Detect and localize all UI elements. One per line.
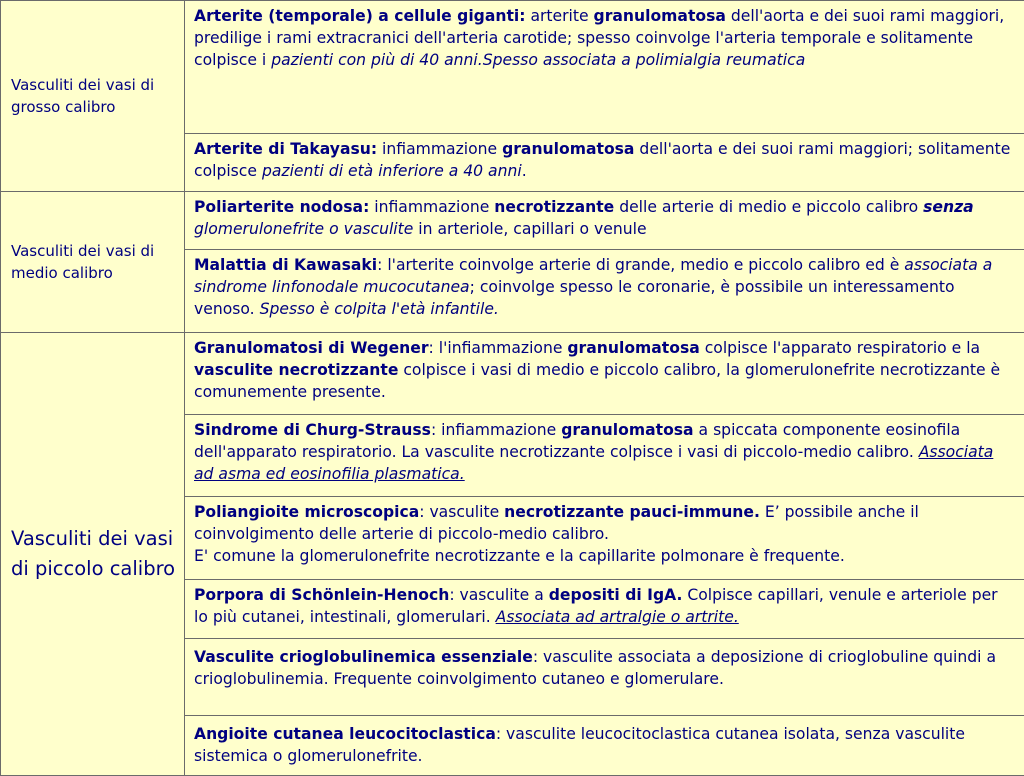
disease-cell-cryoglobulinemic-vasculitis: [185, 639, 1024, 716]
disease-term: Malattia di Kawasaki: [194, 256, 377, 274]
disease-term: Arterite di Takayasu:: [194, 140, 377, 158]
description-text: a spiccata componente eosinofila dell'apparato respiratorio. La vasculite necrotizzante colpisce i vasi di piccolo-medio calibro.: [194, 421, 960, 461]
description-text: Spesso è colpita l'età infantile.: [260, 300, 499, 318]
description-text: colpisce i vasi di medio e piccolo calibro, la glomerulonefrite necrotizzante è comunemente presente.: [194, 361, 1000, 401]
description-text: dell'aorta e dei suoi rami maggiori; solitamente colpisce: [194, 140, 1010, 180]
table-row: [1, 1, 1024, 134]
disease-term: Porpora di Schönlein-Henoch: [194, 586, 449, 604]
description-text: : l'infiammazione: [429, 339, 568, 357]
description-text: glomerulonefrite o vasculite: [194, 220, 413, 238]
table-row: [1, 333, 1024, 415]
description-text: associata a sindrome linfonodale mucocutanea: [194, 256, 992, 296]
description-text: Associata ad artralgie o artrite.: [496, 608, 739, 626]
category-cell-large-vessels: Vasculiti dei vasi di grosso calibro: [1, 1, 185, 192]
disease-term: necrotizzante: [494, 198, 614, 216]
description-text: infiammazione: [377, 140, 502, 158]
description-text: delle arterie di medio e piccolo calibro: [614, 198, 923, 216]
disease-term: senza: [923, 198, 974, 216]
category-cell-small-vessels: Vasculiti dei vasi di piccolo calibro: [1, 333, 185, 776]
disease-term: Granulomatosi di Wegener: [194, 339, 429, 357]
description-text: arterite: [526, 7, 594, 25]
disease-cell-takayasu: [185, 134, 1024, 192]
description-text: colpisce l'apparato respiratorio e la: [700, 339, 980, 357]
disease-cell-polyarteritis-nodosa: [185, 192, 1024, 250]
disease-term: Sindrome di Churg-Strauss: [194, 421, 431, 439]
disease-term: Angioite cutanea leucocitoclastica: [194, 725, 496, 743]
disease-cell-churg-strauss: [185, 415, 1024, 497]
description-text: in arteriole, capillari o venule: [413, 220, 646, 238]
disease-term: Arterite (temporale) a cellule giganti:: [194, 7, 526, 25]
disease-cell-wegener: [185, 333, 1024, 415]
disease-cell-microscopic-polyangiitis: [185, 497, 1024, 580]
description-text: infiammazione: [369, 198, 494, 216]
disease-term: necrotizzante pauci-immune.: [504, 503, 760, 521]
description-text: Colpisce capillari, venule e arteriole per lo più cutanei, intestinali, glomerulari.: [194, 586, 998, 626]
description-text: dell'aorta e dei suoi rami maggiori, predilige i rami extracranici dell'arteria carotide; spesso coinvolge l'arteria temporale e solitamente colpisce i: [194, 7, 1004, 69]
description-text: pazienti con più di 40 anni.Spesso associata a polimialgia reumatica: [271, 51, 805, 69]
disease-cell-cutaneous-leukocytoclastic-angiitis: [185, 716, 1024, 776]
description-text: E’ possibile anche il coinvolgimento delle arterie di piccolo-medio calibro.: [194, 503, 919, 543]
table-body: [1, 1, 1024, 776]
disease-cell-giant-cell-arteritis: [185, 1, 1024, 134]
description-text: : infiammazione: [431, 421, 561, 439]
description-text: Associata ad asma ed eosinofilia plasmatica.: [194, 443, 993, 483]
disease-term: granulomatosa: [502, 140, 634, 158]
description-text: : vasculite a: [449, 586, 548, 604]
disease-term: granulomatosa: [567, 339, 699, 357]
category-cell-medium-vessels: Vasculiti dei vasi di medio calibro: [1, 192, 185, 333]
disease-term: granulomatosa: [594, 7, 726, 25]
disease-cell-henoch-schonlein: [185, 580, 1024, 639]
disease-cell-kawasaki: [185, 250, 1024, 333]
description-text: pazienti di età inferiore a 40 anni: [262, 162, 522, 180]
disease-term: granulomatosa: [561, 421, 693, 439]
description-text: : l'arterite coinvolge arterie di grande, medio e piccolo calibro ed è: [377, 256, 904, 274]
disease-term: Poliangioite microscopica: [194, 503, 419, 521]
disease-term: Poliarterite nodosa:: [194, 198, 369, 216]
description-text: : vasculite leucocitoclastica cutanea isolata, senza vasculite sistemica o glomerulonefrite.: [194, 725, 965, 765]
description-text: .: [522, 162, 527, 180]
disease-term: Vasculite crioglobulinemica essenziale: [194, 648, 533, 666]
description-text: : vasculite: [419, 503, 504, 521]
disease-term: depositi di IgA.: [549, 586, 683, 604]
description-text: ; coinvolge spesso le coronarie, è possibile un interessamento venoso.: [194, 278, 955, 318]
disease-term: vasculite necrotizzante: [194, 361, 398, 379]
table-row: [1, 192, 1024, 250]
description-text: E' comune la glomerulonefrite necrotizzante e la capillarite polmonare è frequente.: [194, 547, 845, 565]
description-text: : vasculite associata a deposizione di crioglobuline quindi a crioglobulinemia. Frequente coinvolgimento cutaneo e glomerulare.: [194, 648, 996, 688]
